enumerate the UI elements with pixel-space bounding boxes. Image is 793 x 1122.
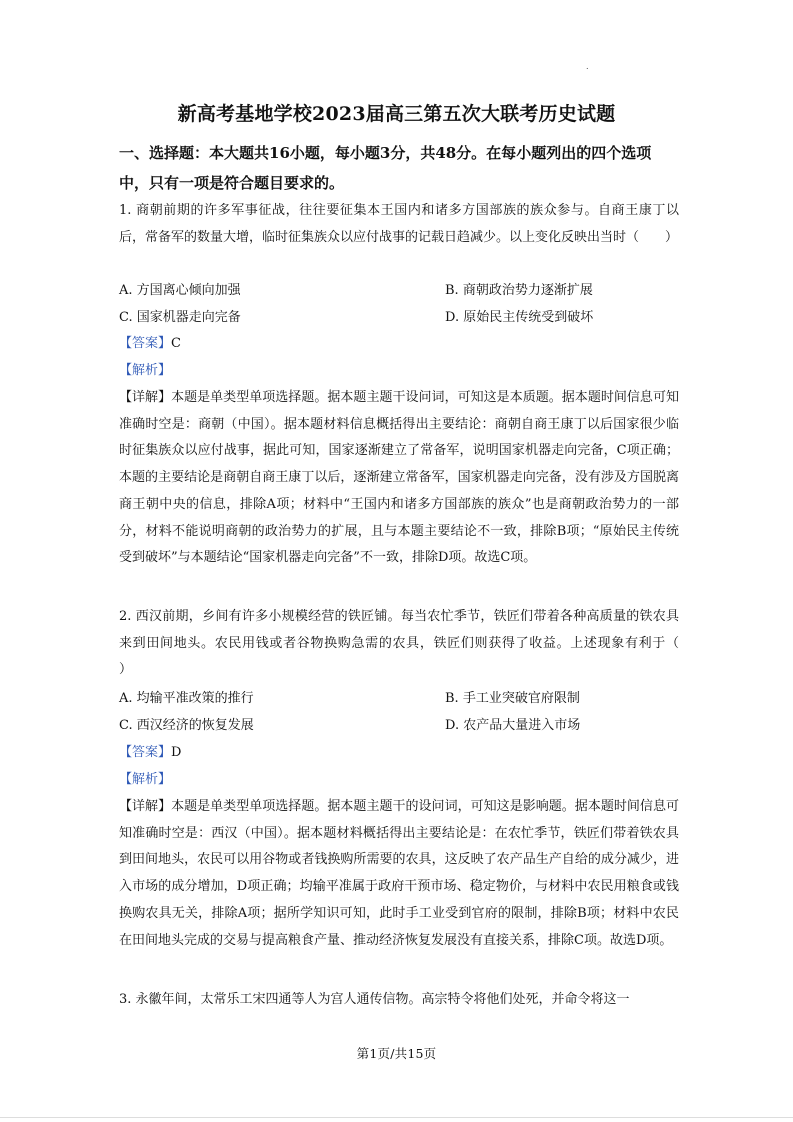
corner-dot: .: [586, 62, 589, 71]
question-2-answer: [119, 740, 181, 767]
question-1-stem: 1. 商朝前期的许多军事征战，往往要征集本王国内和诸多方国部族的族众参与。自商王康丁以后，常备军的数量大增，临时征集族众以应付战事的记载日趋减少。以上变化反映出当时（ ）: [119, 203, 679, 245]
question-1-detail: [119, 385, 679, 572]
bottom-divider: [0, 1117, 793, 1118]
detail-text: 本题是单类型单项选择题。据本题主题干的设问词，可知这是影响题。据本题时间信息可知准确时空是：西汉（中国）。据本题材料概括得出主要结论是：在农忙季节，铁匠们带着铁农具到田间地头，农民可以用谷物或者钱换购所需要的农具，这反映了农产品生产自给的成分减少，进入市场的成分增加，D项正确；均输平准属于政府干预市场、稳定物价，与材料中农民用粮食或钱换购农具无关，排除A项；据所学知识可知，此时手工业受到官府的限制，排除B项；材料中农民在田间地头完成的交易与提高粮食产量、推动经济恢复发展没有直接关系，排除C项。故选D项。: [119, 799, 679, 948]
question-1-option-c: C. 国家机器走向完备: [119, 310, 241, 325]
question-1-analysis-label: [119, 358, 171, 385]
answer-label: 【答案】: [119, 745, 172, 760]
question-1-option-a: A. 方国离心倾向加强: [119, 283, 241, 298]
question-2-option-d: D. 农产品大量进入市场: [445, 718, 581, 733]
detail-label: 【详解】: [119, 799, 172, 814]
question-3-stem: 3. 永徽年间，太常乐工宋四通等人为宫人通传信物。高宗特令将他们处死，并命令将这一: [119, 992, 630, 1007]
question-2-option-c: C. 西汉经济的恢复发展: [119, 718, 254, 733]
detail-text: 本题是单类型单项选择题。据本题主题干设问词，可知这是本质题。据本题时间信息可知准确时空是：商朝（中国）。据本题材料信息概括得出主要结论：商朝自商王康丁以后国家很少临时征集族众以应付战事，据此可知，国家逐渐建立了常备军，说明国家机器走向完备，C项正确；本题的主要结论是商朝自商王康丁以后，逐渐建立常备军，国家机器走向完备，没有涉及方国脱离商王朝中央的信息，排除A项；材料中“王国内和诸多方国部族的族众”也是商朝政治势力的一部分，材料不能说明商朝的政治势力的扩展，且与本题主要结论不一致，排除B项；“原始民主传统受到破坏”与本题结论“国家机器走向完备”不一致，排除D项。故选C项。: [119, 390, 679, 566]
answer-value: D: [171, 745, 182, 760]
question-1-option-d: D. 原始民主传统受到破坏: [445, 310, 594, 325]
question-2-option-b: B. 手工业突破官府限制: [445, 691, 580, 706]
question-2-analysis-label: [119, 767, 171, 794]
answer-value: C: [171, 336, 181, 351]
question-2-detail: [119, 794, 679, 954]
analysis-label: 【解析】: [119, 772, 172, 787]
answer-label: 【答案】: [119, 336, 172, 351]
section-heading: 一、选择题：本大题共16小题，每小题3分，共48分。在每小题列出的四个选项中，只有一项是符合题目要求的。: [119, 144, 652, 192]
analysis-label: 【解析】: [119, 363, 172, 378]
page-footer: 第1页/共15页: [356, 1046, 437, 1061]
question-1-option-b: B. 商朝政治势力逐渐扩展: [445, 283, 593, 298]
question-2-stem: 2. 西汉前期，乡间有许多小规模经营的铁匠铺。每当农忙季节，铁匠们带着各种高质量的铁农具来到田间地头。农民用钱或者谷物换购急需的农具，铁匠们则获得了收益。上述现象有利于（ ）: [119, 609, 706, 678]
question-2-option-a: A. 均输平准改策的推行: [119, 691, 254, 706]
question-1-answer: [119, 331, 181, 358]
page-title: 新高考基地学校2023届高三第五次大联考历史试题: [177, 103, 616, 125]
detail-label: 【详解】: [119, 390, 172, 405]
